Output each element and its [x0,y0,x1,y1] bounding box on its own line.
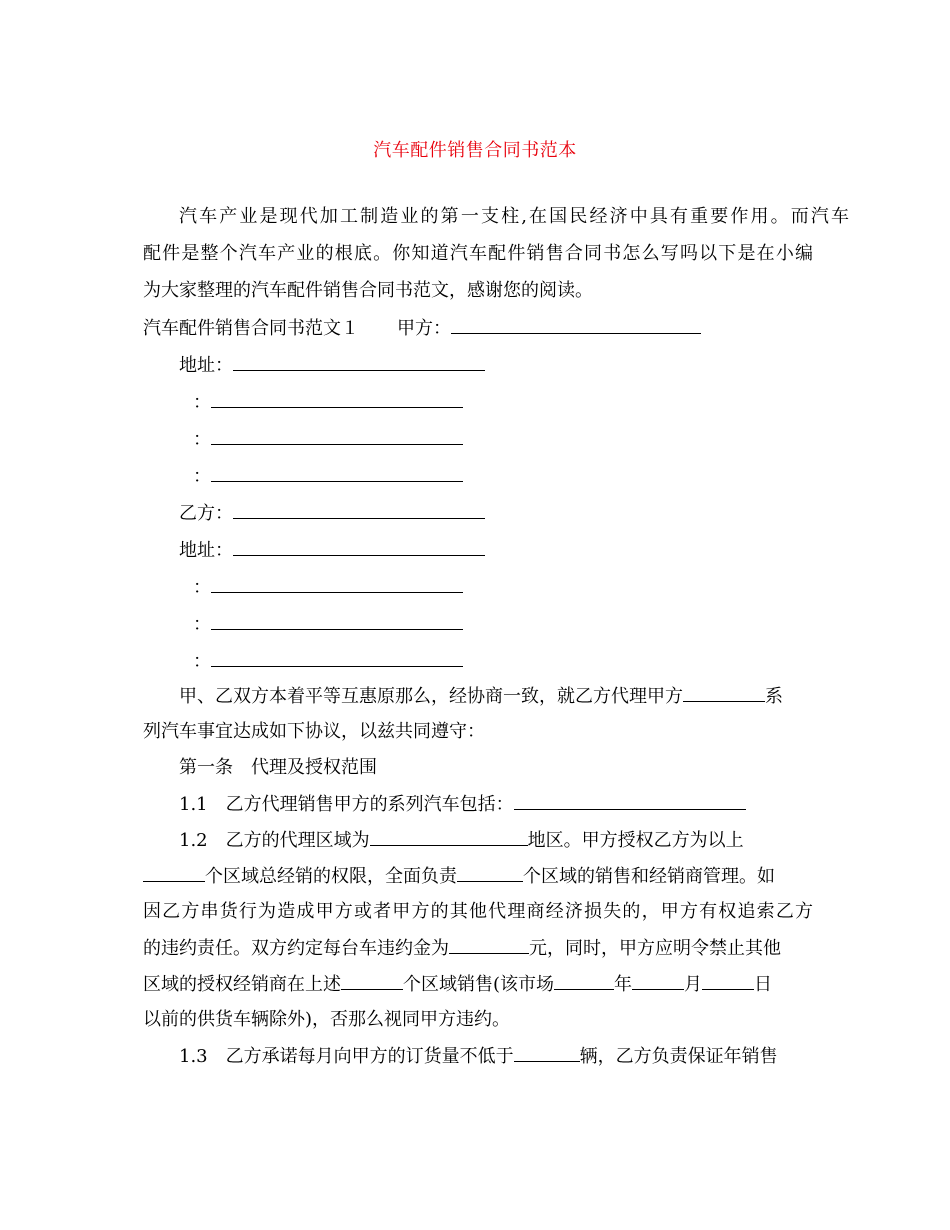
agreement-line-2: 列汽车事宜达成如下协议，以兹共同遵守： [143,721,485,742]
party-b-address-label: 地址： [179,540,233,561]
party-b-field-blank-3[interactable] [211,649,463,667]
party-a-field-row-1 [143,390,863,415]
clause-1-1: 1.1 乙方代理销售甲方的系列汽车包括： [179,794,514,815]
party-b-blank[interactable] [233,501,485,519]
article-1-title: 第一条 代理及授权范围 [179,757,377,778]
party-b-field-row-2 [143,612,863,637]
clause-1-2-b: 地区。甲方授权乙方为以上 [527,830,744,851]
clause-1-3-quantity-blank[interactable] [514,1044,580,1062]
field-colon: ： [193,429,211,450]
clause-1-2-d: 个区域的销售和经销商管理。如 [523,866,775,887]
clause-1-2-row-3: 因乙方串货行为造成甲方或者甲方的其他代理商经济损失的，甲方有权追索乙方 [143,901,813,922]
party-b-address-blank[interactable] [233,538,485,556]
party-b-label: 乙方： [179,503,233,524]
clause-1-2-row-1 [143,828,849,853]
clause-1-2-penalty-blank[interactable] [449,936,529,954]
party-b-field-row-3 [143,649,863,674]
party-a-address-row [143,353,849,378]
intro-line-1: 汽车产业是现代加工制造业的第一支柱,在国民经济中具有重要作用。而汽车 [179,206,849,227]
clause-1-2-count-blank-1[interactable] [143,864,205,882]
clause-1-3-b: 辆，乙方负责保证年销售 [579,1046,778,1067]
month-label: 月 [684,974,703,995]
party-a-field-blank-3[interactable] [211,464,463,482]
clause-1-2-f: 的违约责任。双方约定每台车违约金为 [143,938,449,959]
party-a-field-blank-2[interactable] [211,427,463,445]
clause-1-2-c: 个区域总经销的权限，全面负责 [205,866,457,887]
agreement-text-1: 甲、乙双方本着平等互惠原那么，经协商一致，就乙方代理甲方 [179,686,683,707]
field-colon: ： [193,392,211,413]
party-b-row [143,501,849,526]
party-a-blank[interactable] [451,316,701,334]
party-a-address-label: 地址： [179,355,233,376]
day-label: 日 [754,974,773,995]
clause-1-2-region-count-blank[interactable] [341,972,403,990]
clause-1-3-row [143,1044,849,1069]
clause-1-2-i: 个区域销售(该市场 [403,974,555,995]
clause-1-3-a: 1.3 乙方承诺每月向甲方的订货量不低于 [179,1046,514,1067]
party-a-field-row-3 [143,464,863,489]
party-a-field-blank-1[interactable] [211,390,463,408]
party-a-address-blank[interactable] [233,353,485,371]
year-label: 年 [614,974,633,995]
clause-1-2-h: 区域的授权经销商在上述 [143,974,341,995]
party-a-label: 甲方： [397,318,451,339]
field-colon: ： [193,614,211,635]
clause-1-1-blank[interactable] [514,792,746,810]
clause-1-2-day-blank[interactable] [702,972,754,990]
party-b-field-blank-2[interactable] [211,612,463,630]
sample-heading: 汽车配件销售合同书范文１ [143,318,359,339]
field-colon: ： [193,466,211,487]
clause-1-2-month-blank[interactable] [632,972,684,990]
clause-1-2-row-2 [143,864,813,889]
clause-1-2-row-4 [143,936,813,961]
clause-1-2-row-5 [143,972,813,997]
document-title: 汽车配件销售合同书范本 [373,140,577,161]
clause-1-1-row [143,792,849,817]
intro-line-2: 配件是整个汽车产业的根底。你知道汽车配件销售合同书怎么写吗以下是在小编 [143,243,813,264]
clause-1-2-count-blank-2[interactable] [457,864,523,882]
agreement-series-blank[interactable] [683,684,765,702]
field-colon: ： [193,651,211,672]
party-b-field-row-1 [143,575,863,600]
clause-1-2-row-6: 以前的供货车辆除外)，否那么视同甲方违约。 [143,1009,511,1030]
party-b-address-row [143,538,849,563]
agreement-line-1 [143,684,849,709]
clause-1-2-a: 1.2 乙方的代理区域为 [179,830,370,851]
intro-line-3: 为大家整理的汽车配件销售合同书范文，感谢您的阅读。 [143,280,593,301]
clause-1-2-region-blank[interactable] [370,828,528,846]
clause-1-2-year-blank[interactable] [554,972,614,990]
field-colon: ： [193,577,211,598]
party-b-field-blank-1[interactable] [211,575,463,593]
clause-1-2-g: 元，同时，甲方应明令禁止其他 [529,938,781,959]
sample-heading-row [143,316,813,341]
agreement-text-2: 系 [765,686,783,707]
party-a-field-row-2 [143,427,863,452]
